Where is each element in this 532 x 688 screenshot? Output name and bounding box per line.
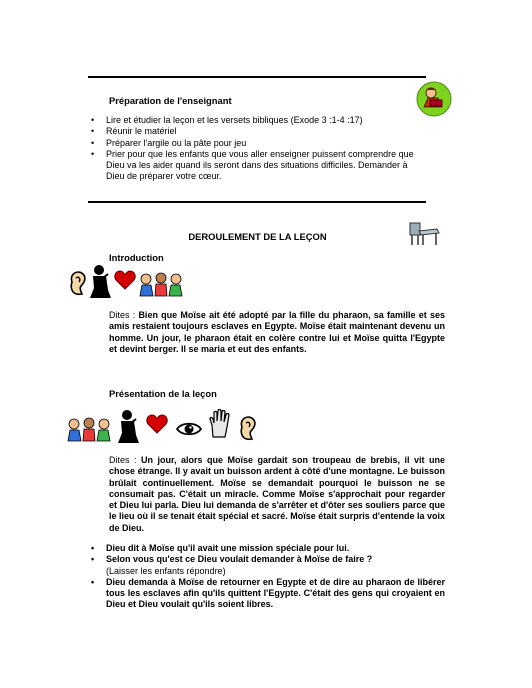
presentation-item-text: Dieu demanda à Moïse de retourner en Egypte et de dire au pharaon de libérer tous les esclaves afin qu'ils quittent l'Egypte. C'était des gens qui croyaient en Dieu et Dieu voulait qu'ils soient libres. xyxy=(106,576,445,610)
intro-text: Bien que Moïse ait été adopté par la fille du pharaon, sa famille et ses amis restaient toujours esclaves en Egypte. Moïse était maintenant devenu un homme. Un jour, le pharaon était en colère contre lui et Moïse quitta l'Egypte et devint berger. Il se maria et eut des enfants. xyxy=(109,310,445,354)
presentation-item xyxy=(91,543,445,554)
reading-child-icon xyxy=(416,81,452,117)
presentation-item xyxy=(91,554,445,577)
prep-item: • Réunir le matériel xyxy=(91,126,428,137)
prep-title: Préparation de l'enseignant xyxy=(109,95,232,106)
hand-icon xyxy=(208,409,230,439)
ear-icon xyxy=(236,413,258,443)
praying-child-icon xyxy=(116,409,140,445)
classroom-desk-icon xyxy=(407,219,441,247)
heart-icon xyxy=(114,270,136,290)
presentation-text: Un jour, alors que Moïse gardait son troupeau de brebis, il vit une chose étrange. Il y avait un buisson ardent à côté d'une montagne. Le buisson brûlait continuellement. Moïse se demandait pourquoi le buisson ne se consumait pas. C'était un miracle. Comme Moïse s'approchait pour regarder et Dieu lui parla. Dieu lui demanda de s'arrêter et d'ôter ses souliers parce que le lieu où il se tenait était spécial et sacré. Moïse était surpris d'entende la voix de Dieu. xyxy=(109,455,445,533)
intro-paragraph xyxy=(109,310,445,355)
intro-icon-row xyxy=(66,264,186,302)
eye-icon xyxy=(176,421,202,437)
heart-icon xyxy=(146,414,168,434)
deroulement-title: DEROULEMENT DE LA LEÇON xyxy=(188,231,327,242)
presentation-list xyxy=(91,543,445,611)
presentation-item-note: (Laisser les enfants répondre) xyxy=(106,565,226,576)
praying-child-icon xyxy=(88,264,112,300)
prep-item: • Lire et étudier la leçon et les versets bibliques (Exode 3 :1-4 :17) xyxy=(91,115,428,126)
group-of-children-icon xyxy=(138,272,184,298)
intro-lead: Dites : xyxy=(109,310,136,320)
top-rule xyxy=(88,76,426,78)
presentation-lead: Dites : xyxy=(109,455,137,465)
prep-item: • Prier pour que les enfants que vous aller enseigner puissent comprendre que Dieu va les aider quand ils seront dans des situations difficiles. Demander à Dieu de préparer votre cœur. xyxy=(91,149,428,183)
presentation-item xyxy=(91,577,445,611)
presentation-item-text: Selon vous qu'est ce Dieu voulait demander à Moïse de faire ? xyxy=(106,554,373,565)
prep-item: • Préparer l'argile ou la pâte pour jeu xyxy=(91,138,428,149)
section-rule xyxy=(88,201,426,203)
presentation-item-text: Dieu dit à Moïse qu'il avait une mission spéciale pour lui. xyxy=(106,543,350,553)
group-of-children-icon xyxy=(66,417,112,443)
presentation-paragraph xyxy=(109,455,445,534)
intro-title: Introduction xyxy=(109,252,164,263)
presentation-title: Présentation de la leçon xyxy=(109,388,217,399)
ear-icon xyxy=(66,268,88,298)
prep-list xyxy=(91,115,428,183)
presentation-icon-row xyxy=(66,409,266,445)
